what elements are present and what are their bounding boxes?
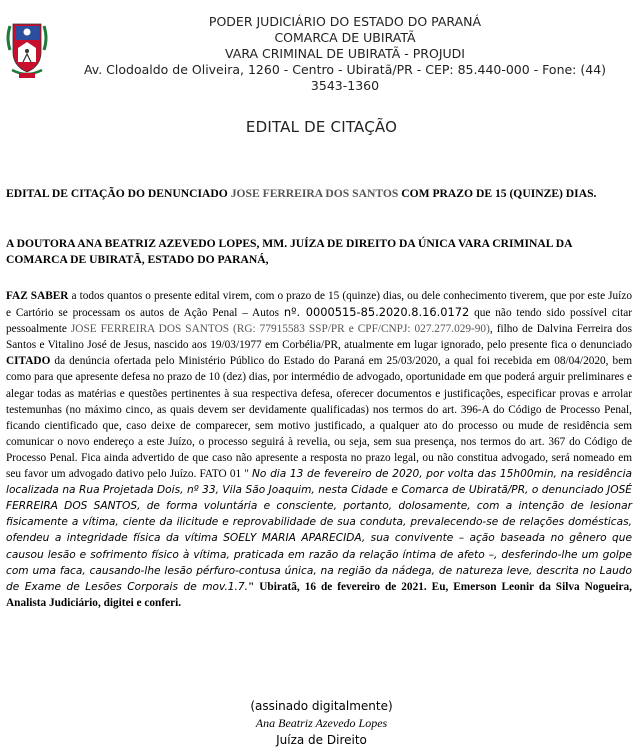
judge-name: Ana Beatriz Azevedo Lopes	[255, 716, 388, 730]
document-title: EDITAL DE CITAÇÃO	[245, 118, 398, 136]
citado-label: CITADO	[6, 355, 51, 368]
body-part-2: que não tendo sido possível citar pessoalmente	[6, 307, 632, 336]
fact-description: No dia 13 de fevereiro de 2020, por volta das 15h00min, na residência localizada na Rua Projetada Dois, nº 33, Vila São Joaquim, nesta Cidade e Comarca de Ubiratã/PR, o denunciado JOSÉ FERREIRA DOS SANTOS, de forma voluntária e consciente, portanto, dolosamente, com a intenção de lesionar fisicamente a vítima, ciente da ilicitude e reprovabilidade de sua conduta, prevalecendo-se de relações domésticas, ofendeu a integridade física da vítima SOELY MARIA APARECIDA, sua convivente – ação baseada no gênero que causou lesão e sofrimento físico à vítima, praticada em razão da relação íntima de afeto –, desferindo-lhe um golpe com uma faca, causando-lhe lesão pérfuro-contusa única, na região da nádega, de natureza leve, descrita no Laudo de Exame de Lesões Corporais de mov.1.7.	[6, 468, 632, 593]
parana-coat-of-arms-icon	[4, 18, 50, 82]
edital-heading	[6, 186, 632, 202]
header-comarca: COMARCA DE UBIRATÃ	[274, 30, 416, 45]
heading-suffix: COM PRAZO DE 15 (QUINZE) DIAS.	[398, 187, 597, 200]
header-phone: 3543-1360	[310, 78, 380, 93]
signature-block	[0, 698, 643, 749]
case-number: nº. 0000515-85.2020.8.16.0172	[283, 305, 470, 320]
edital-body	[6, 288, 632, 611]
header-court-name: PODER JUDICIÁRIO DO ESTADO DO PARANÁ	[208, 14, 482, 29]
body-part-3: , filho de Dalvina Ferreira dos Santos e Vitalino José de Jesus, nascido aos 19/03/1977 em Corbélia/PR, atualmente em lugar ignorado, pelo presente fica o denunciado	[6, 323, 632, 352]
defendant-name: JOSE FERREIRA DOS SANTOS	[230, 187, 399, 200]
defendant-identification: JOSE FERREIRA DOS SANTOS (RG: 77915583 SSP/PR e CPF/CNPJ: 027.277.029-90)	[70, 323, 490, 336]
court-header	[70, 14, 620, 94]
digital-signature-note: (assinado digitalmente)	[250, 699, 393, 713]
heading-prefix: EDITAL DE CITAÇÃO DO DENUNCIADO	[6, 187, 231, 200]
body-part-1: a todos quantos o presente edital virem, com o prazo de 15 (quinze) dias, ou dele conhecimento tiverem, que por este Juízo e Cartório se processam os autos de Ação Penal – Autos	[6, 290, 632, 320]
judge-heading: A DOUTORA ANA BEATRIZ AZEVEDO LOPES, MM. JUÍZA DE DIREITO DA ÚNICA VARA CRIMINAL DA COMARCA DE UBIRATÃ, ESTADO DO PARANÁ,	[6, 237, 572, 267]
body-part-4: da denúncia ofertada pelo Ministério Público do Estado do Paraná em 25/03/2020, a qual foi recebida em 08/04/2020, bem como para que apresente defesa no prazo de 10 (dez) dias, por intermédio de advogado, oportunidade em que poderá arguir preliminares e alegar todas as matérias e questões pertinentes à sua respectiva defesa, oferecer documentos e justificações, especificar provas e arrolar testemunhas (no máximo cinco, as quais devem ser devidamente qualificadas) nos termos do art. 396-A do Código de Processo Penal, ficando cientificado que, caso deixe de comparecer, sem motivo justificado, a qualquer ato do processo ou mude de residência sem comunicar o novo endereço a este Juízo, o processo seguirá à revelia, ou seja, sem sua presença, nos termos do art. 367 do Código de Processo Penal. Fica ainda advertido de que caso não apresente a resposta no prazo legal, ou não constitua advogado, será nomeado em seu favor um advogado dativo pelo Juízo. FATO 01 "	[6, 355, 632, 481]
header-address: Av. Clodoaldo de Oliveira, 1260 - Centro - Ubiratã/PR - CEP: 85.440-000 - Fone: (44)	[83, 62, 607, 77]
closing-statement: " Ubiratã, 16 de fevereiro de 2021. Eu, Emerson Leonir da Silva Nogueira, Analista Judiciário, digitei e conferi.	[6, 580, 632, 609]
faz-saber: FAZ SABER	[6, 290, 69, 302]
judge-role: Juíza de Direito	[276, 733, 367, 747]
header-vara: VARA CRIMINAL DE UBIRATÃ - PROJUDI	[225, 46, 465, 61]
